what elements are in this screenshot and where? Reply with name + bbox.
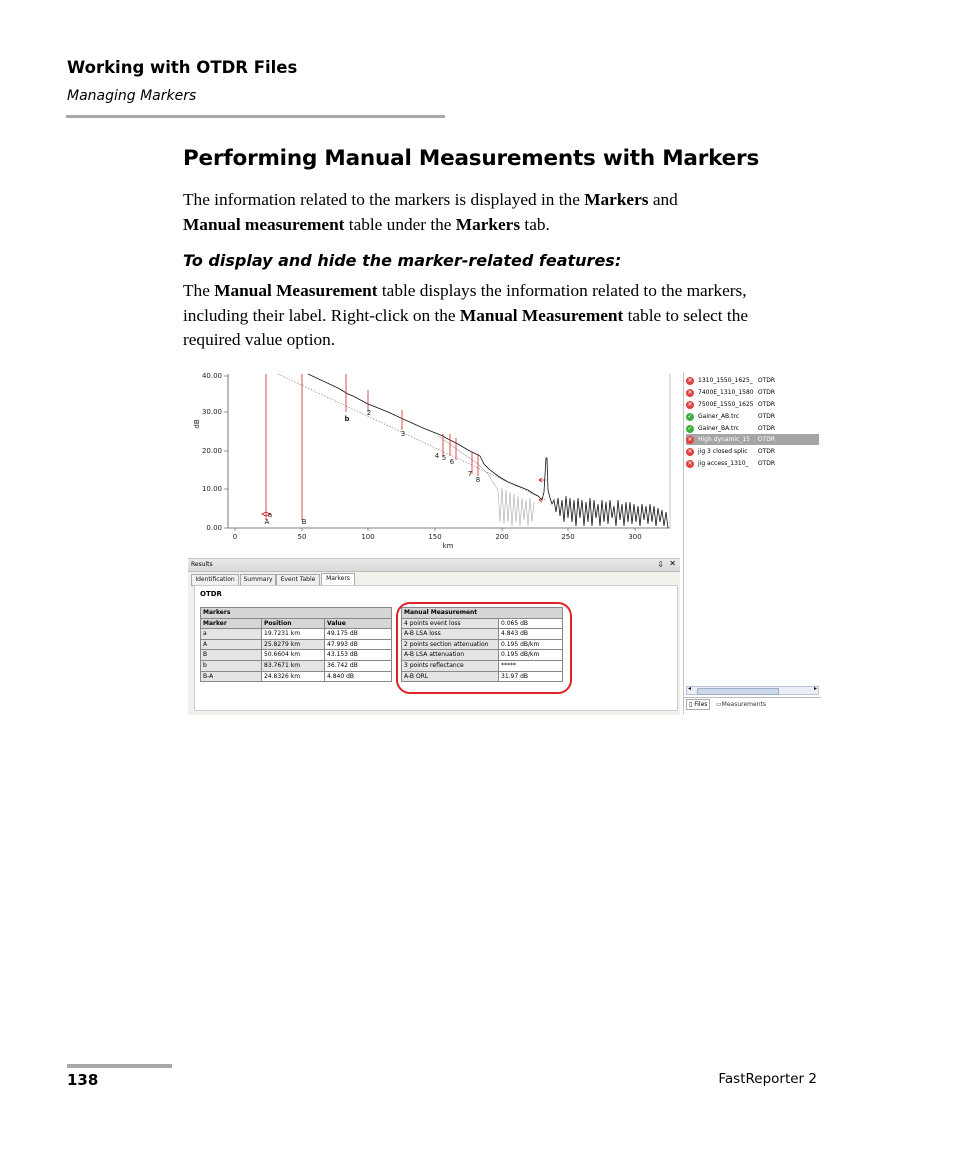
- bottom-tabs: [684, 697, 821, 710]
- intro-paragraph: The information related to the markers is displayed in the Markers and Manual measurement table under the Markers tab.: [183, 190, 678, 234]
- table-row[interactable]: A-B ORL 31.97 dB: [402, 671, 563, 682]
- y-tick: 20.00: [201, 447, 222, 455]
- footer-rule: [67, 1064, 172, 1068]
- scrollbar-thumb[interactable]: [697, 688, 779, 695]
- marker-label-7: 7: [467, 470, 473, 478]
- check-icon: ✓: [687, 412, 693, 420]
- marker-label-3: 3: [400, 430, 406, 438]
- x-tick: 100: [361, 533, 375, 541]
- running-header-subtitle: Managing Markers: [67, 88, 197, 104]
- pin-icon[interactable]: ⇩: [657, 560, 664, 569]
- col-value: Value: [325, 618, 392, 629]
- markers-table-title: Markers: [201, 608, 392, 619]
- marker-label-6: 6: [449, 458, 455, 466]
- col-marker: Marker: [201, 618, 262, 629]
- marker-label-a: a: [267, 511, 273, 519]
- x-tick: 150: [428, 533, 442, 541]
- file-icon: ▯: [689, 701, 693, 708]
- table-row[interactable]: 2 points section attenuation 0.195 dB/km: [402, 639, 563, 650]
- x-tick: 50: [297, 533, 307, 541]
- y-tick: 30.00: [201, 408, 222, 416]
- marker-label-4: 4: [434, 452, 440, 460]
- list-item[interactable]: ✕ 7400E_1310_1580 OTDR: [687, 388, 776, 396]
- x-tick: 250: [561, 533, 575, 541]
- table-row[interactable]: 4 points event loss 0.065 dB: [402, 618, 563, 629]
- list-item[interactable]: ✕ jig access_1310_ OTDR: [687, 459, 776, 467]
- tab-files[interactable]: ▯ Files: [686, 699, 710, 710]
- table-row[interactable]: B-A 24.8326 km 4.840 dB: [201, 671, 392, 682]
- error-icon: ✕: [687, 376, 693, 384]
- x-axis-label: km: [442, 542, 454, 550]
- trace-name: OTDR: [200, 590, 222, 598]
- marker-label-2: 2: [366, 409, 372, 417]
- list-item[interactable]: ✕ 7500E_1550_1625 OTDR: [687, 400, 776, 408]
- section-heading: Performing Manual Measurements with Markers: [183, 146, 760, 171]
- list-item[interactable]: ✕ jig 3 closed splic OTDR: [687, 447, 776, 455]
- header-rule: [66, 115, 445, 118]
- check-icon: ✓: [687, 424, 693, 432]
- tab-markers[interactable]: Markers: [321, 573, 355, 586]
- marker-label-8: 8: [475, 476, 481, 484]
- error-icon: ✕: [687, 435, 693, 443]
- list-item[interactable]: ✕ 1310_1550_1625_ OTDR: [687, 376, 776, 384]
- x-tick: 0: [232, 533, 238, 541]
- list-item[interactable]: ✓ Gainer_BA.trc OTDR: [687, 424, 776, 432]
- list-item-selected[interactable]: ✕ High dynamic_15 OTDR: [686, 434, 819, 445]
- tab-event-table[interactable]: Event Table: [276, 574, 320, 586]
- table-row[interactable]: 3 points reflectance *****: [402, 660, 563, 671]
- tab-measurements[interactable]: ▭Measurements: [716, 701, 766, 708]
- tab-identification[interactable]: Identification: [191, 574, 239, 586]
- markers-table[interactable]: [200, 607, 392, 682]
- x-tick: 300: [628, 533, 642, 541]
- table-row[interactable]: A-B LSA attenuation 0.195 dB/km: [402, 650, 563, 661]
- error-icon: ✕: [687, 388, 693, 396]
- horizontal-scrollbar[interactable]: [686, 686, 819, 695]
- x-tick: 200: [495, 533, 509, 541]
- running-header-title: Working with OTDR Files: [67, 58, 298, 77]
- manual-table-title: Manual Measurement: [402, 608, 563, 619]
- marker-label-A: A: [264, 518, 270, 526]
- error-icon: ✕: [687, 447, 693, 455]
- y-tick: 40.00: [201, 372, 222, 380]
- tab-summary[interactable]: Summary: [240, 574, 276, 586]
- table-row[interactable]: A-B LSA loss 4.843 dB: [402, 629, 563, 640]
- y-tick: 0.00: [206, 524, 222, 532]
- otdr-graph[interactable]: [188, 372, 680, 556]
- scroll-right-icon[interactable]: ▸: [813, 685, 817, 692]
- col-position: Position: [262, 618, 325, 629]
- table-row[interactable]: b 83.7671 km 36.742 dB: [201, 660, 392, 671]
- error-icon: ✕: [687, 400, 693, 408]
- page-number: 138: [67, 1071, 99, 1089]
- marker-label-B: B: [301, 518, 307, 526]
- table-row[interactable]: a 19.7231 km 49.175 dB: [201, 629, 392, 640]
- measurements-icon: ▭: [716, 701, 722, 708]
- files-sidebar: [683, 372, 821, 714]
- results-title: Results: [191, 561, 213, 568]
- highlight-ring: [396, 602, 572, 694]
- table-row[interactable]: A 25.8279 km 47.993 dB: [201, 639, 392, 650]
- marker-label-5: 5: [441, 454, 447, 462]
- list-item[interactable]: ✓ Gainer_AB.trc OTDR: [687, 412, 776, 420]
- error-icon: ✕: [687, 459, 693, 467]
- y-axis-label: dB: [193, 419, 201, 429]
- scroll-left-icon[interactable]: ◂: [688, 685, 692, 692]
- product-name: FastReporter 2: [718, 1071, 817, 1087]
- y-tick: 10.00: [201, 485, 222, 493]
- table-row[interactable]: B 50.6604 km 43.153 dB: [201, 650, 392, 661]
- results-titlebar: [188, 559, 680, 572]
- body-paragraph: The Manual Measurement table displays the information related to the markers, including their label. Right-click on the Manual Measurement table to select the required value option.: [183, 281, 749, 349]
- close-icon[interactable]: ✕: [669, 559, 676, 568]
- marker-label-b: b: [344, 415, 350, 423]
- otdr-graph-svg: [188, 372, 680, 556]
- procedure-title: To display and hide the marker-related features:: [183, 251, 622, 270]
